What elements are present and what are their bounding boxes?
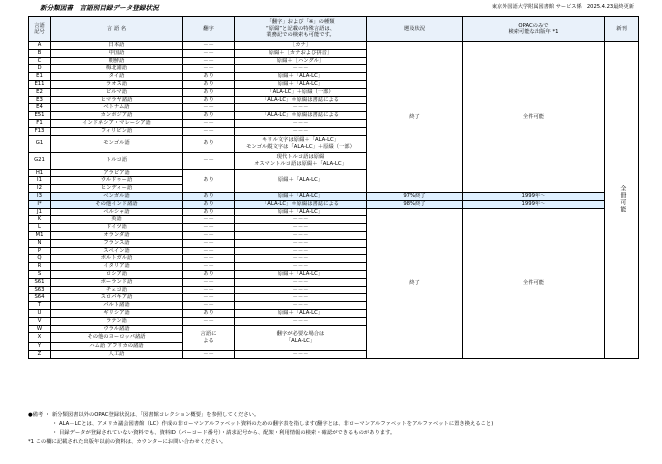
- lang-code: H1: [29, 169, 51, 177]
- note-cell: 「ALA-LC」＊原綴は書誌による: [235, 112, 367, 120]
- lang-name: 朝鮮語: [51, 57, 183, 65]
- note-cell: 原綴＋［カナおよび拼音］: [235, 49, 367, 57]
- translit-cell: －－: [183, 119, 235, 127]
- note-cell: －－－: [235, 255, 367, 263]
- translit-cell: あり: [183, 96, 235, 104]
- lang-code: F1: [29, 119, 51, 127]
- note-cell: 原綴＋「ALA-LC」: [235, 309, 367, 317]
- lang-code: J1: [29, 208, 51, 216]
- footnotes: [28, 411, 648, 447]
- header-code: 言語 記号: [29, 17, 51, 42]
- header-name: 言 語 名: [51, 17, 183, 42]
- translit-cell: －－: [183, 42, 235, 50]
- table-row: [29, 192, 639, 200]
- lang-code: K: [29, 216, 51, 224]
- status-cell: 97%終了: [367, 192, 463, 200]
- lang-code: E4: [29, 104, 51, 112]
- note-cell: －－－: [235, 224, 367, 232]
- translit-cell: －－: [183, 127, 235, 135]
- lang-name: ギリシア語: [51, 309, 183, 317]
- lang-name: ロシア語: [51, 270, 183, 278]
- lang-code: E3: [29, 96, 51, 104]
- note-cell: 「ALA-LC」＊原綴は書誌による: [235, 96, 367, 104]
- translit-cell: －－: [183, 294, 235, 302]
- lang-name: ラテン語: [51, 317, 183, 325]
- lang-name: イタリア語: [51, 263, 183, 271]
- table-row: [29, 42, 639, 50]
- status-cell: 終了: [367, 42, 463, 193]
- opac-cell: 全件可能: [463, 42, 605, 193]
- lang-name: インドネシア・マレーシア語: [51, 119, 183, 127]
- translit-cell: －－: [183, 104, 235, 112]
- lang-code: N: [29, 239, 51, 247]
- note-cell: －－－: [235, 317, 367, 325]
- translit-cell: －－: [183, 231, 235, 239]
- lang-name: ベトナム語: [51, 104, 183, 112]
- lang-code: S63: [29, 286, 51, 294]
- translit-cell: あり: [183, 309, 235, 317]
- note-cell: 「ALA-LC」＊原綴は書誌による: [235, 200, 367, 208]
- header-opac: OPACのみで 検索可能な出版年 *1: [463, 17, 605, 42]
- lang-code: E2: [29, 88, 51, 96]
- translit-cell: －－: [183, 302, 235, 310]
- lang-code: Z: [29, 351, 51, 359]
- lang-code: M1: [29, 231, 51, 239]
- translit-cell: －－: [183, 278, 235, 286]
- lang-name: タイ語: [51, 73, 183, 81]
- header-status: 遡及状況: [367, 17, 463, 42]
- lang-name: カンボジア語: [51, 112, 183, 120]
- lang-code: F13: [29, 127, 51, 135]
- lang-code: Y: [29, 343, 51, 351]
- note-cell: －－－: [235, 247, 367, 255]
- translit-cell: あり: [183, 135, 235, 152]
- header-note: 「翻字」および「※」の種類 “原綴”と記載の特殊言語は、 業務記での検索も可能です。: [235, 17, 367, 42]
- note-cell: －－－: [235, 302, 367, 310]
- lang-code: D: [29, 65, 51, 73]
- translit-cell: －－: [183, 49, 235, 57]
- lang-code: I1: [29, 177, 51, 185]
- lang-code: U: [29, 309, 51, 317]
- note-cell: －－－: [235, 239, 367, 247]
- lang-code: T: [29, 302, 51, 310]
- table-row: [29, 200, 639, 208]
- translit-cell: あり: [183, 270, 235, 278]
- footnote-line: ・ 目録データが登録されていない資料でも、資料ID（バーコード番号）・請求記号から、配架・利用情報の検索・確認ができるものがあります。: [52, 430, 396, 437]
- footnote-line: ●備考 ・ 新分類図書以外のOPAC登録状況は、「図書館コレクション概要」を参照してください。: [28, 412, 260, 418]
- lang-code: E1: [29, 73, 51, 81]
- footnote-line: *1 この欄に記載された出版年以前の資料は、カウンターにお問い合わせください。: [28, 439, 227, 446]
- status-cell: 終了: [367, 208, 463, 358]
- lang-name: ポーランド語: [51, 278, 183, 286]
- lang-name: ドイツ語: [51, 224, 183, 232]
- note-cell: －－－: [235, 104, 367, 112]
- lang-name: ウラル諸語: [51, 325, 183, 333]
- translit-cell: あり: [183, 112, 235, 120]
- table-header-row: [29, 17, 639, 42]
- lang-code: I3: [29, 192, 51, 200]
- language-status-table: [28, 16, 639, 359]
- translit-cell: 言語に よる: [183, 325, 235, 351]
- lang-name: スペイン語: [51, 247, 183, 255]
- note-cell: 原綴＋「ALA-LC」: [235, 192, 367, 200]
- translit-cell: －－: [183, 317, 235, 325]
- status-cell: 98%終了: [367, 200, 463, 208]
- lang-code: S: [29, 270, 51, 278]
- lang-code: Q: [29, 255, 51, 263]
- lang-name: ウルドゥー語: [51, 177, 183, 185]
- translit-cell: －－: [183, 152, 235, 169]
- translit-cell: －－: [183, 255, 235, 263]
- note-cell: －－－: [235, 216, 367, 224]
- note-cell: 翻字が必要な場合は 「ALA-LC」: [235, 325, 367, 351]
- lang-code: S61: [29, 278, 51, 286]
- translit-cell: －－: [183, 286, 235, 294]
- note-cell: 原綴＋「ALA-LC」: [235, 270, 367, 278]
- lang-name: ペルシャ語: [51, 208, 183, 216]
- lang-code: E51: [29, 112, 51, 120]
- lang-code: B: [29, 49, 51, 57]
- translit-cell: －－: [183, 263, 235, 271]
- new-cell: [605, 42, 639, 359]
- lang-name: オランダ語: [51, 231, 183, 239]
- lang-name: フィリピン語: [51, 127, 183, 135]
- lang-name: 英語: [51, 216, 183, 224]
- note-cell: 原綴＋「ALA-LC」: [235, 73, 367, 81]
- lang-code: R: [29, 263, 51, 271]
- lang-name: ハム語 アフリカの諸語: [51, 343, 183, 351]
- lang-name: ヒマラヤ諸語: [51, 96, 183, 104]
- note-cell: －－－: [235, 263, 367, 271]
- page-title: 新分類図書 言語別目録データ登録状況: [40, 4, 159, 12]
- lang-name: ラオス語: [51, 80, 183, 88]
- lang-code: I*: [29, 200, 51, 208]
- lang-name: ビルマ語: [51, 88, 183, 96]
- lang-code: V: [29, 317, 51, 325]
- note-cell: －－－: [235, 351, 367, 359]
- note-cell: －－－: [235, 286, 367, 294]
- lang-code: A: [29, 42, 51, 50]
- note-cell: －－－: [235, 119, 367, 127]
- lang-name: その他インド諸語: [51, 200, 183, 208]
- library-info: 東京外国語大学附属図書館 サービス係 2025.4.23最終更新: [491, 4, 634, 10]
- translit-cell: あり: [183, 208, 235, 216]
- lang-name: ポルトガル語: [51, 255, 183, 263]
- opac-cell: 全件可能: [463, 208, 605, 358]
- note-cell: 「ALA-LC」＋原綴（一部）: [235, 88, 367, 96]
- note-cell: －－－: [235, 278, 367, 286]
- note-cell: 原綴＋［ハングル］: [235, 57, 367, 65]
- lang-code: W: [29, 325, 51, 333]
- translit-cell: あり: [183, 73, 235, 81]
- lang-code: G1: [29, 135, 51, 152]
- lang-name: トルコ語: [51, 152, 183, 169]
- opac-cell: 1999年～: [463, 192, 605, 200]
- note-cell: －－－: [235, 65, 367, 73]
- translit-cell: －－: [183, 57, 235, 65]
- translit-cell: －－: [183, 351, 235, 359]
- lang-name: モンゴル語: [51, 135, 183, 152]
- lang-name: 中国語: [51, 49, 183, 57]
- note-cell: ［カナ］: [235, 42, 367, 50]
- new-text: 全冊可能: [618, 184, 626, 213]
- lang-code: G21: [29, 152, 51, 169]
- lang-name: 梅北諸語: [51, 65, 183, 73]
- note-cell: 原綴＋「ALA-LC」: [235, 80, 367, 88]
- lang-name: チェコ語: [51, 286, 183, 294]
- translit-cell: あり: [183, 192, 235, 200]
- lang-name: ベンガル語: [51, 192, 183, 200]
- lang-name: ヒンディー語: [51, 185, 183, 193]
- header-new: 新刊: [605, 17, 639, 42]
- translit-cell: あり: [183, 88, 235, 96]
- translit-cell: あり: [183, 169, 235, 192]
- lang-code: I2: [29, 185, 51, 193]
- lang-code: X: [29, 333, 51, 343]
- lang-name: 人工語: [51, 351, 183, 359]
- note-cell: 原綴＋「ALA-LC」: [235, 208, 367, 216]
- note-cell: －－－: [235, 294, 367, 302]
- opac-cell: 1999年～: [463, 200, 605, 208]
- footnote-line: ・ ALA－LCとは、アメリカ議会図書館（LC）作成の非ローマンアルファベット資料のための翻字表を指します(翻字とは、非ローマンアルファベットをアルファベットに置き換えること): [52, 421, 494, 428]
- translit-cell: あり: [183, 80, 235, 88]
- note-cell: キリル文字は原綴＋「ALA-LC」 モンゴル縦文字は「ALA-LC」＋原綴（一部）: [235, 135, 367, 152]
- lang-name: フランス語: [51, 239, 183, 247]
- lang-name: スロバキア語: [51, 294, 183, 302]
- note-cell: －－－: [235, 127, 367, 135]
- lang-name: アラビア語: [51, 169, 183, 177]
- lang-name: 日本語: [51, 42, 183, 50]
- note-cell: －－－: [235, 231, 367, 239]
- translit-cell: －－: [183, 247, 235, 255]
- lang-code: L: [29, 224, 51, 232]
- translit-cell: －－: [183, 65, 235, 73]
- translit-cell: あり: [183, 200, 235, 208]
- translit-cell: －－: [183, 239, 235, 247]
- table-row: [29, 208, 639, 216]
- translit-cell: －－: [183, 216, 235, 224]
- lang-code: P: [29, 247, 51, 255]
- lang-name: バルト諸語: [51, 302, 183, 310]
- note-cell: 現代トルコ語は原綴 オスマントルコ語は原綴＋「ALA-LC」: [235, 152, 367, 169]
- lang-name: その他のヨーロッパ諸語: [51, 333, 183, 343]
- translit-cell: －－: [183, 224, 235, 232]
- note-cell: 原綴＋「ALA-LC」: [235, 169, 367, 192]
- lang-code: C: [29, 57, 51, 65]
- lang-code: S64: [29, 294, 51, 302]
- lang-code: E11: [29, 80, 51, 88]
- header-translit: 翻字: [183, 17, 235, 42]
